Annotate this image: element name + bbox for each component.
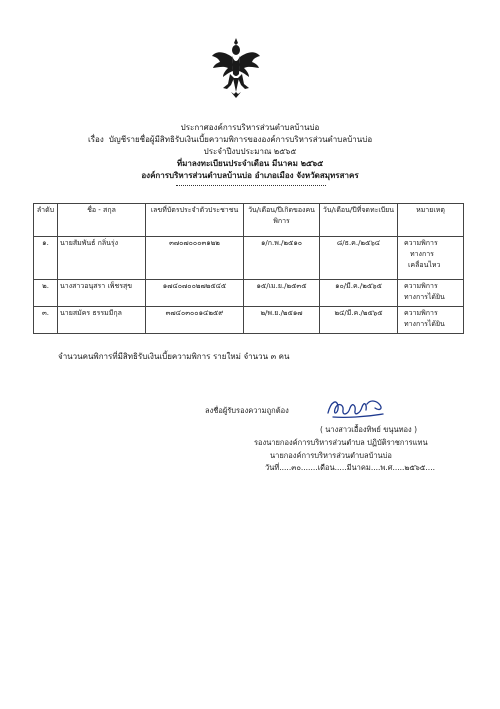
note-line: ความพิการ: [404, 239, 438, 247]
row-no: ๓.: [34, 307, 58, 334]
row-registered: ๑๐/มี.ค./๒๕๖๕: [320, 280, 398, 307]
col-header-registered: วัน/เดือน/ปีที่จดทะเบียน: [320, 204, 398, 237]
dotted-divider: [176, 185, 326, 186]
note-line: ความพิการ: [404, 309, 438, 317]
subject-line: [88, 134, 372, 146]
table-row: [34, 307, 464, 334]
col-header-no: ลำดับ: [34, 204, 58, 237]
row-no: ๒.: [34, 280, 58, 307]
handwritten-signature: [325, 395, 387, 421]
row-id: ๓๗๔๐๓๐๐๑๔๒๕๙: [146, 307, 244, 334]
col-header-id: เลขที่บัตรประจำตัวประชาชน: [146, 204, 244, 237]
note-line: ทางการได้ยิน: [404, 320, 445, 328]
row-registered: ๒๔/มี.ค./๒๕๖๕: [320, 307, 398, 334]
signature-date: วันที่.....๓๐.......เดือน.....มีนาคม....พ.ศ.....๒๕๖๕....: [265, 463, 435, 472]
signer-position-line1: รองนายกองค์การบริหารส่วนตำบล ปฏิบัติราชการแทน: [254, 438, 428, 447]
note-line: ทางการได้ยิน: [404, 293, 445, 301]
beneficiary-table: [33, 203, 464, 334]
row-no: ๑.: [34, 237, 58, 280]
col-header-note: หมายเหตุ: [398, 204, 464, 237]
announcement-title: ประกาศองค์การบริหารส่วนตำบลบ้านบ่อ: [180, 123, 320, 132]
row-id: ๓๗๐๗๐๐๐๓๑๒๒: [146, 237, 244, 280]
row-birth: ๑๕/เม.ย./๒๕๓๕: [244, 280, 320, 307]
subject-text: บัญชีรายชื่อผู้มีสิทธิรับเงินเบี้ยความพิการขององค์การบริหารส่วนตำบลบ้านบ่อ: [108, 135, 373, 144]
garuda-emblem-icon: [211, 36, 261, 100]
table-row: [34, 237, 464, 280]
row-birth: ๑/ก.พ./๒๕๑๐: [244, 237, 320, 280]
row-name: นายสัมพันธ์ กลิ่นรุ่ง: [58, 237, 146, 280]
fiscal-year: ประจำปีงบประมาณ ๒๕๖๕: [203, 147, 297, 156]
signer-position-line2: นายกองค์การบริหารส่วนตำบลบ้านบ่อ: [270, 451, 392, 460]
summary-count: จำนวนคนพิการที่มีสิทธิรับเงินเบี้ยความพิการ รายใหม่ จำนวน ๓ คน: [58, 352, 290, 361]
note-line: ความพิการ: [404, 282, 438, 290]
row-name: นายสมัคร ธรรมมีกุล: [58, 307, 146, 334]
note-line: ทางการ: [410, 250, 434, 258]
subject-label: เรื่อง: [88, 135, 104, 144]
table-header-row: [34, 204, 464, 237]
row-note: [398, 237, 464, 280]
row-registered: ๘/ธ.ค./๒๕๖๔: [320, 237, 398, 280]
row-note: [398, 307, 464, 334]
note-line: เคลื่อนไหว: [408, 261, 441, 269]
org-location: องค์การบริหารส่วนตำบลบ้านบ่อ อำเภอเมือง จังหวัดสมุทรสาคร: [141, 171, 359, 180]
table-row: [34, 280, 464, 307]
row-id: ๑๗๔๐๗๐๐๒๗๒๕๔๕: [146, 280, 244, 307]
row-birth: ๒/พ.ย./๒๕๑๗: [244, 307, 320, 334]
signer-name: ( นางสาวเอื้องทิพย์ ขนุนทอง ): [320, 425, 418, 434]
row-name: นางสาวอนุสรา เพ็ชรสุข: [58, 280, 146, 307]
col-header-name: ชื่อ - สกุล: [58, 204, 146, 237]
registration-month: ที่มาลงทะเบียนประจำเดือน มีนาคม ๒๕๖๕: [176, 159, 324, 168]
row-note: [398, 280, 464, 307]
certify-label: ลงชื่อผู้รับรองความถูกต้อง: [205, 406, 289, 415]
col-header-birth: วัน/เดือน/ปีเกิดของคนพิการ: [244, 204, 320, 237]
